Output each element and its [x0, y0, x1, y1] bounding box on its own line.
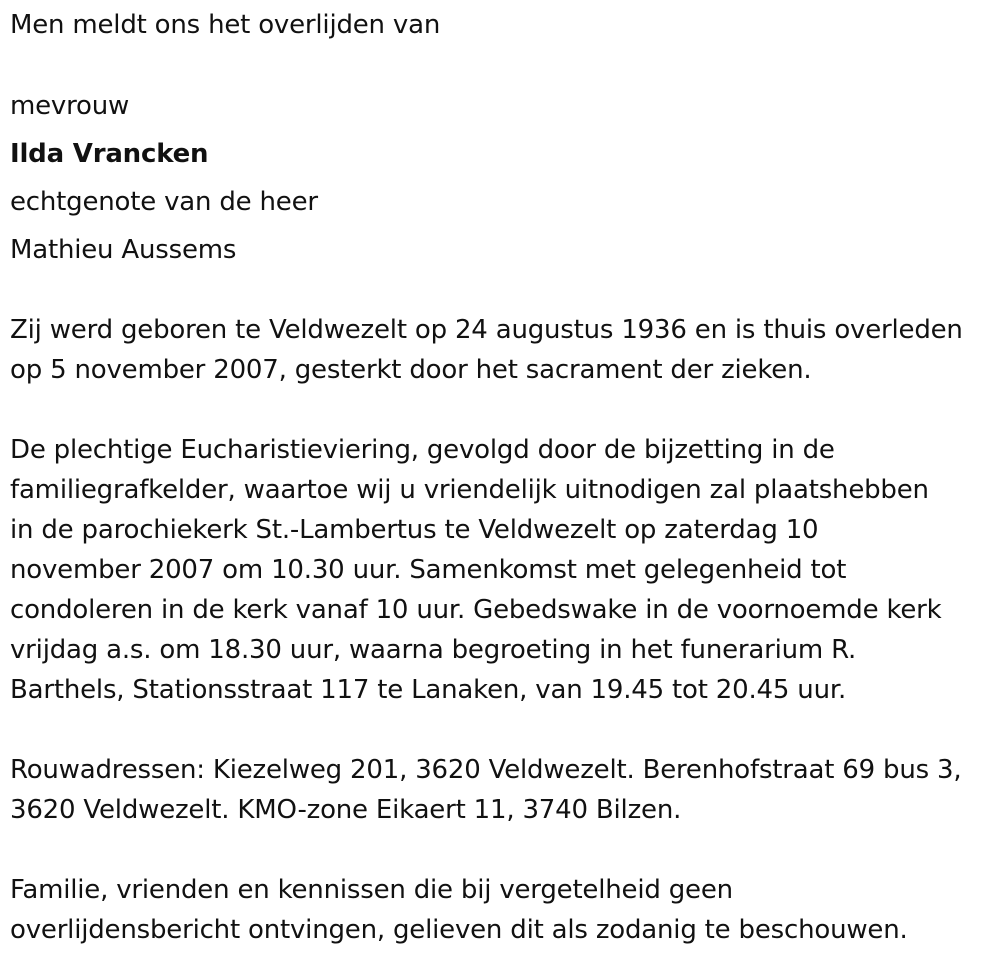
deceased-name: Ilda Vrancken: [10, 139, 209, 169]
closing-line: Familie, vrienden en kennissen die bij vergetelheid geen: [10, 875, 733, 905]
ceremony-line: vrijdag a.s. om 18.30 uur, waarna begroeting in het funerarium R.: [10, 635, 857, 665]
ceremony-line: familiegrafkelder, waartoe wij u vriendelijk uitnodigen zal plaatshebben: [10, 475, 929, 505]
ceremony-line: Barthels, Stationsstraat 117 te Lanaken, van 19.45 tot 20.45 uur.: [10, 675, 847, 705]
birth-line: op 5 november 2007, gesterkt door het sacrament der zieken.: [10, 355, 812, 385]
closing-line: overlijdensbericht ontvingen, gelieven dit als zodanig te beschouwen.: [10, 915, 908, 945]
ceremony-line: De plechtige Eucharistieviering, gevolgd door de bijzetting in de: [10, 435, 835, 465]
birth-line: Zij werd geboren te Veldwezelt op 24 augustus 1936 en is thuis overleden: [10, 315, 963, 345]
ceremony-paragraph: [10, 430, 995, 710]
spouse-name: Mathieu Aussems: [10, 235, 237, 265]
closing-paragraph: [10, 870, 995, 950]
address-paragraph: [10, 750, 995, 830]
ceremony-line: in de parochiekerk St.-Lambertus te Veldwezelt op zaterdag 10: [10, 515, 819, 545]
address-line: Rouwadressen: Kiezelweg 201, 3620 Veldwezelt. Berenhofstraat 69 bus 3,: [10, 755, 962, 785]
birth-paragraph: [10, 310, 995, 390]
ceremony-line: november 2007 om 10.30 uur. Samenkomst met gelegenheid tot: [10, 555, 847, 585]
relation-text: echtgenote van de heer: [10, 187, 318, 217]
honorific: mevrouw: [10, 91, 130, 121]
ceremony-line: condoleren in de kerk vanaf 10 uur. Gebedswake in de voornoemde kerk: [10, 595, 942, 625]
intro-text: Men meldt ons het overlijden van: [10, 10, 441, 40]
address-line: 3620 Veldwezelt. KMO-zone Eikaert 11, 3740 Bilzen.: [10, 795, 682, 825]
